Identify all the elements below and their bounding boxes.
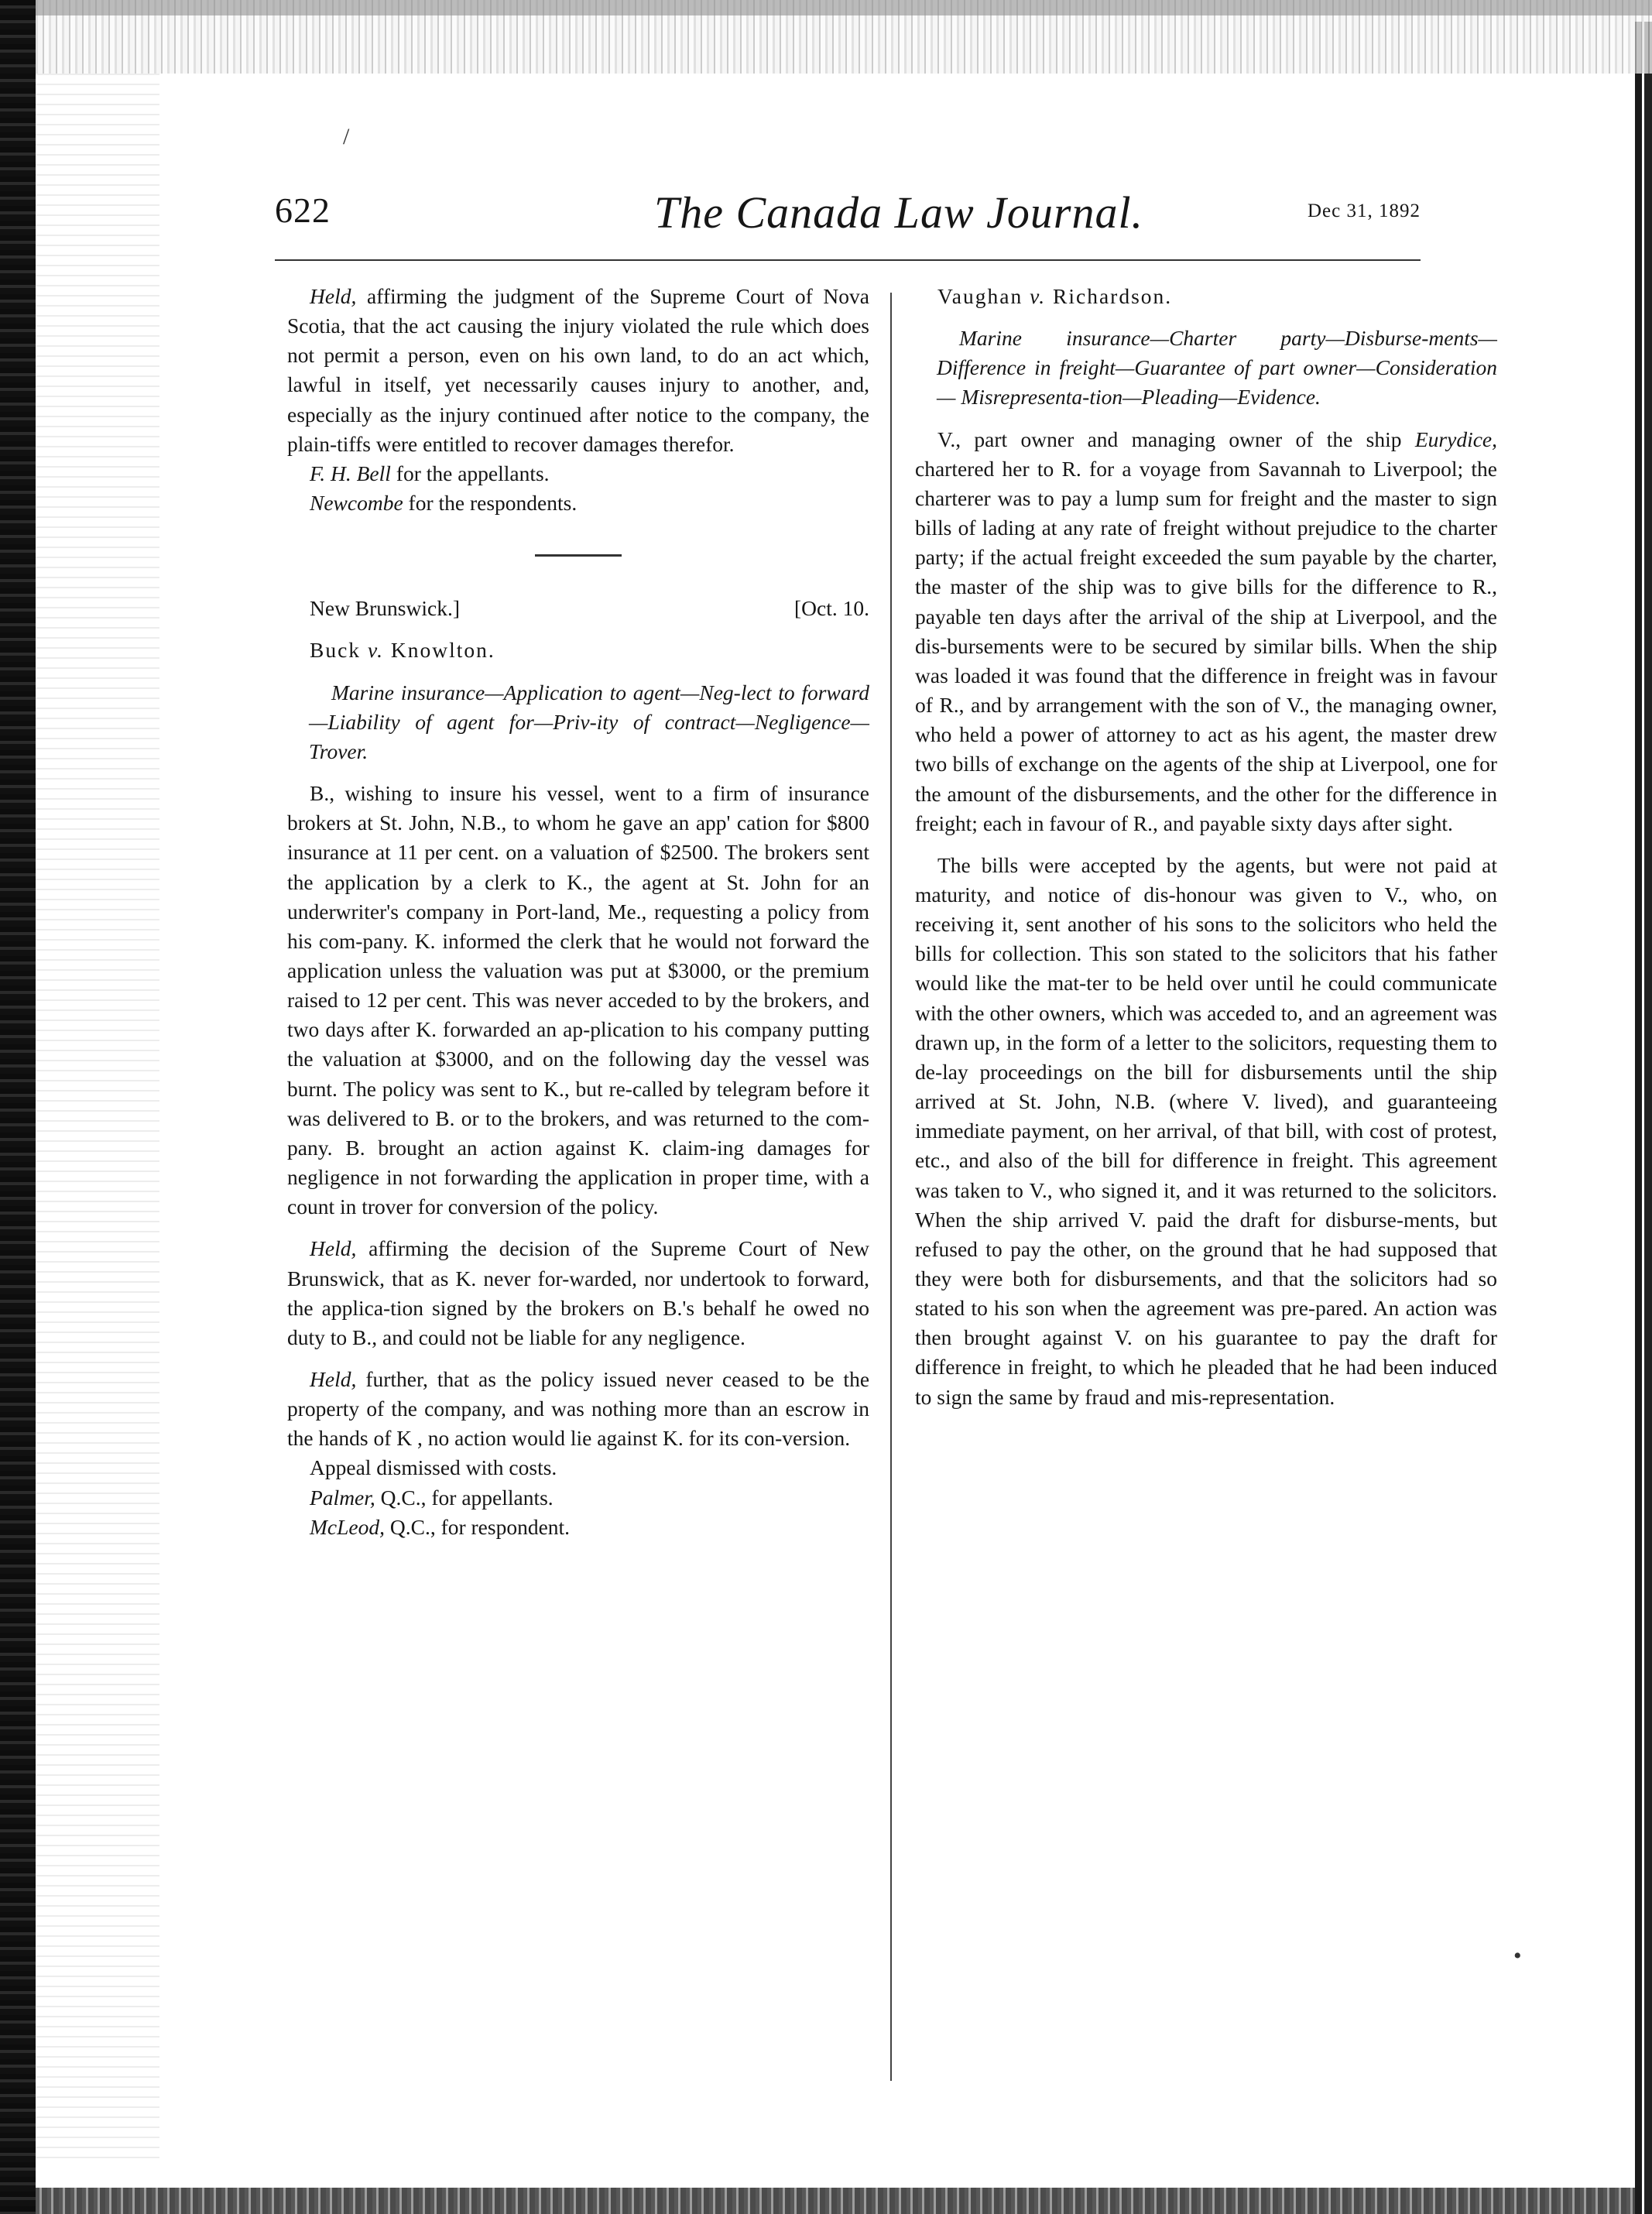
facts-line: on the agents of the ship at Liverpool, one for [1104, 752, 1497, 776]
facts-line: pared. An action was then brought against V. [915, 1296, 1498, 1350]
catchwords [915, 324, 1497, 412]
counsel-line [287, 1483, 869, 1513]
held3-line: further, that as the policy issued never [365, 1367, 713, 1391]
scan-border-right [1635, 22, 1652, 2214]
facts-line: the ship arrived V. paid the draft for disburse- [975, 1207, 1404, 1232]
facts-line: per cent. on a valuation of $2500. The brokers [424, 840, 829, 865]
facts-line: the amount of the disbursements, and the other [915, 781, 1320, 806]
facts-line: When the ship was loaded it was found that the [915, 633, 1497, 687]
held-label: Held, [310, 284, 357, 308]
facts-line: and an agreement was drawn up, in the form of [915, 1000, 1497, 1054]
page-number: 622 [275, 190, 331, 230]
counsel-role: Q.C., for respondent. [389, 1514, 571, 1539]
facts-line: etc., and also of the bill for difference in freight. [915, 1148, 1354, 1173]
held-paragraph-3 [287, 1365, 869, 1453]
scan-noise-left [36, 74, 159, 2164]
held3-line: version. [782, 1426, 851, 1451]
issue-date: Dec 31, 1892 [1308, 200, 1421, 221]
counsel-line [287, 1513, 869, 1542]
catchwords-text [915, 324, 1497, 412]
facts-line: disbursements, and that the solicitors had so [1095, 1266, 1497, 1290]
case-plaintiff: Vaughan [937, 284, 1023, 308]
facts-line: with the other owners, which was acceded to, [915, 1000, 1304, 1025]
case-plaintiff: Buck [310, 638, 362, 663]
running-head [275, 187, 1421, 244]
held2-line: Court of New Brunswick, that as K. never for- [287, 1236, 869, 1290]
case-versus: v. [367, 638, 384, 663]
facts-line: ments, but refused to pay the other, on the ground [915, 1207, 1498, 1261]
facts-line: or to the brokers, and was returned to the com- [461, 1105, 870, 1130]
result-line: Appeal dismissed with costs. [310, 1455, 557, 1480]
facts-line: owner, who held a power of attorney to act as [915, 693, 1498, 747]
section-rule [535, 554, 622, 557]
facts-line: pany. B. brought an action against K. claim- [287, 1135, 717, 1160]
held1-line-3: person, even on his own land, to do an act [407, 343, 803, 368]
held3-line: ceased to be the property of the company, and [287, 1367, 870, 1421]
catchword-line: Marine insurance—Charter party—Disburse- [959, 326, 1429, 351]
facts-line: per cent. This was never acceded to by the [393, 988, 758, 1013]
held2-line: owed no duty to B., and could not be liable for [287, 1295, 870, 1349]
held1-line-5: injury to another, and, especially as the injury [287, 372, 869, 427]
facts-line: sign bills of lading at any rate of freight without [915, 485, 1498, 540]
facts-line: he gave an app' cation for $800 insurance at 11 [287, 811, 869, 865]
facts-line: R., and payable sixty days after sight. [1133, 811, 1453, 835]
facts-line: that he had supposed that they were both for [915, 1236, 1498, 1290]
facts-line: was burnt. The policy was sent to K., but re- [287, 1047, 869, 1101]
facts-paragraph [915, 425, 1497, 838]
case-defendant: Richardson. [1053, 284, 1173, 308]
court-line [287, 594, 869, 623]
facts-line: difference in freight was in favour of R., and by [915, 663, 1498, 718]
ship-prefix: ship [1366, 427, 1402, 451]
held-label: Held, [310, 1367, 357, 1391]
catchword-line: lect to forward—Liability of agent for—Priv- [309, 680, 869, 734]
catchword-line: Marine insurance—Application to agent—Neg- [331, 680, 741, 704]
journal-title: The Canada Law Journal. [654, 187, 1144, 238]
facts-line: lay proceedings on the bill for disbursements [942, 1059, 1362, 1084]
facts-line: freight exceeded the sum payable by the charter, [1079, 545, 1498, 570]
facts-line: at St. John for an underwriter's company in Port- [287, 869, 869, 924]
facts-line: difference to R., payable ten days after the [915, 574, 1497, 629]
facts-line: pany. K. informed the clerk that he would not [362, 928, 763, 953]
counsel-name: F. H. Bell [310, 461, 391, 485]
ship-suffix: chartered her to R. for a voyage [915, 456, 1201, 481]
facts-line: representation. [1208, 1384, 1335, 1409]
facts-line: called by telegram before it was delivered to B. [287, 1076, 869, 1130]
facts-line: brokers, and two days after K. forwarded an ap- [287, 988, 870, 1042]
facts-line: held the bills for collection. This son stated to [915, 912, 1498, 966]
facts-line: the master of the ship was to give bills for the [915, 574, 1343, 599]
facts-line: was put at $3000, or the premium raised to 12 [287, 958, 870, 1013]
facts-line: land, Me., requesting a policy from his com- [287, 899, 869, 953]
facts-line: sent the application by a clerk to K., the agent [287, 840, 869, 894]
catchword-line: part owner—Consideration — Misrepresenta- [937, 355, 1497, 410]
facts-line: B., wishing to insure his vessel, went to a firm [310, 781, 750, 806]
facts-line: to pay a lump sum for freight and the master to [1037, 485, 1455, 510]
catchword-line: tion—Pleading—Evidence. [1089, 385, 1321, 410]
counsel-role: Q.C., for appellants. [380, 1485, 554, 1510]
facts-line: a letter to the solicitors, requesting them to de- [915, 1030, 1497, 1084]
counsel-name: McLeod, [310, 1514, 385, 1539]
held-label: Held, [310, 1236, 357, 1261]
facts-line: ter to be held over until he could communicate [1086, 971, 1498, 996]
facts-line: arrival of the ship at Liverpool, and the dis- [915, 604, 1497, 658]
facts-line: on her arrival, of that bill, with cost of protest, [1095, 1119, 1497, 1143]
facts-line: sent another of his sons to the solicitors who [1026, 912, 1421, 937]
facts-line: prejudice to the charter party; if the actual [915, 516, 1497, 570]
facts-line: induced to sign the same by fraud and mis- [915, 1355, 1498, 1409]
held2-line: affirming the decision of the Supreme [368, 1236, 727, 1261]
facts-line: until the ship arrived at St. John, N.B. (where [915, 1059, 1497, 1114]
held1-line-6: continued after notice to the company, the plain- [287, 402, 869, 456]
right-column [915, 282, 1497, 1412]
facts-line: at $3000, and on the following day the vessel [410, 1047, 828, 1071]
case-defendant: Knowlton. [390, 638, 495, 663]
held1-line-4: which, lawful in itself, yet necessarily causes [287, 343, 869, 397]
facts-line: were not paid at maturity, and notice of dis- [915, 852, 1498, 907]
scan-border-bottom [36, 2188, 1635, 2214]
facts-line: in freight, to which he pleaded that he had been [1007, 1355, 1424, 1379]
counsel-role: for the respondents. [408, 491, 578, 516]
facts-line: and it was returned to the solicitors. When [915, 1177, 1498, 1232]
facts-line: plication to his company putting the valuation [287, 1017, 869, 1071]
facts-line: on his guarantee to pay the draft for difference [915, 1325, 1497, 1379]
court-date: [Oct. 10. [794, 596, 869, 621]
catchwords [287, 678, 869, 766]
facts-line: ing damages for negligence in not forwarding [287, 1135, 869, 1190]
facts-line: for the difference in freight; each in favour of [915, 781, 1497, 835]
ship-name: Eurydice, [1414, 427, 1497, 451]
left-column [287, 282, 869, 1542]
catchword-line: ments—Difference in freight—Guarantee of [937, 326, 1497, 380]
facts-line: The bills were accepted by the agents, but [937, 852, 1334, 877]
held1-line-1: Court of Nova Scotia, that the act causing the [287, 284, 869, 338]
case-title [287, 636, 869, 665]
counsel-role: for the appellants. [396, 461, 550, 485]
held2-line: tion signed by the brokers on B.'s behalf he [390, 1295, 785, 1320]
catchword-line: ity of contract—Negligence—Trover. [309, 709, 869, 763]
counsel-name: Newcombe [310, 491, 403, 516]
facts-line: bursements were to be secured by similar bills. [947, 633, 1362, 658]
held-paragraph-1 [287, 282, 869, 459]
counsel-name: Palmer, [310, 1485, 375, 1510]
facts-paragraph-2 [915, 851, 1497, 1412]
held1-line-7: tiffs were entitled to recover damages therefor. [337, 431, 735, 456]
held-paragraph-2 [287, 1234, 869, 1352]
case-versus: v. [1030, 284, 1047, 308]
facts-line: the application in proper time, with a count in [287, 1165, 869, 1219]
header-rule [275, 259, 1421, 261]
counsel-line [287, 459, 869, 488]
facts-line: stated to his son when the agreement was pre- [915, 1296, 1316, 1321]
held3-line: was nothing more than an escrow in the hands [287, 1397, 869, 1451]
facts-line: This agreement was taken to V., who signed it, [915, 1148, 1497, 1202]
held3-line: of K , no action would lie against K. for its con- [373, 1426, 783, 1451]
held2-line: warded, nor undertook to forward, the applica- [287, 1266, 869, 1320]
scan-mark: / [343, 124, 350, 149]
column-divider [890, 293, 892, 2081]
facts-line: arrangement with the son of V., the managing [1036, 693, 1433, 718]
facts-line: his agent, the master drew two bills of exchange [915, 722, 1498, 776]
facts-line: the solicitors that his father would like the mat- [915, 941, 1498, 996]
catchwords-text [287, 678, 869, 766]
scan-border-left [0, 0, 36, 2214]
facts-paragraph [287, 779, 869, 1222]
counsel-line [287, 488, 869, 518]
facts-line: V., part owner and managing owner of the [937, 427, 1353, 451]
facts-line: forward the application unless the valuation [287, 928, 869, 982]
facts-line: of insurance brokers at St. John, N.B., to whom [287, 781, 870, 835]
scan-mark: • [1513, 1943, 1522, 1969]
facts-line: honour was given to V., who, on receiving it, [915, 882, 1497, 937]
held2-line: any negligence. [612, 1325, 745, 1349]
case-title [915, 282, 1497, 311]
held1-line-2: injury violated the rule which does not permit a [287, 314, 869, 368]
facts-line: trover for conversion of the policy. [362, 1194, 659, 1219]
scan-border-top [36, 0, 1652, 74]
held1-line-0: affirming the judgment of the Supreme [366, 284, 726, 308]
facts-line: from Savannah to Liverpool; the charterer was [915, 456, 1498, 510]
court-name: New Brunswick.] [310, 596, 460, 621]
facts-line: V. lived), and guaranteeing immediate payment, [915, 1089, 1497, 1143]
